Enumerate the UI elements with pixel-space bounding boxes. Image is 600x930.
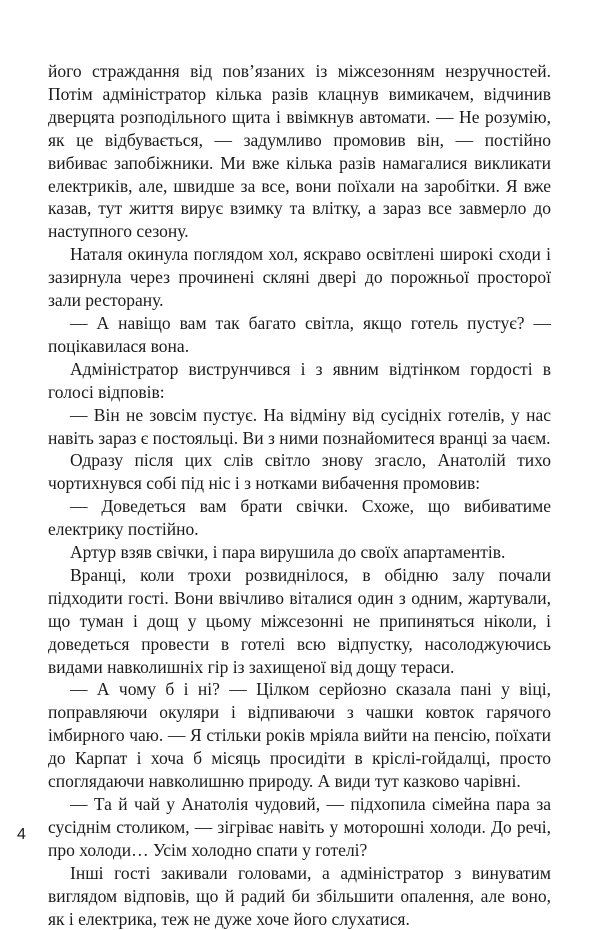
- paragraph: — А чому б і ні? — Цілком серйозно сказала пані у віці, поправляючи окуляри і відпиваючи з чашки ковток гарячого імбирного чаю. — Я стільки років мріяла вийти на пенсію, поїхати до Карпат і хоча б місяць просидіти в кріслі-гойдалці, просто споглядаючи навколишню природу. А види тут казково чарівні.: [48, 679, 551, 792]
- body-text: [48, 60, 551, 930]
- paragraph: Вранці, коли трохи розвиднілося, в обідню залу почали підходити гості. Вони ввічливо віталися один з одним, жартували, що туман і дощ у цьому міжсезонні не припиняться ніколи, і доведеться провести в готелі всю відпустку, насолоджуючись видами навколишніх гір із захищеної від дощу тераси.: [48, 564, 551, 677]
- paragraph: — Доведеться вам брати свічки. Схоже, що вибиватиме електрику постійно.: [48, 496, 551, 540]
- page-number: 4: [17, 826, 26, 843]
- paragraph: Артур взяв свічки, і пара вирушила до своїх апартаментів.: [70, 542, 506, 563]
- paragraph: його страждання від пов’язаних із міжсезонням незручностей. Потім адміністратор кілька разів клацнув вимикачем, відчинив дверцята розподільного щита і ввімкнув автомати. — Не розумію, як це відбувається, — задумливо промовив він, — постійно вибиває запобіжники. Ми вже кілька разів намагалися викликати електриків, але, швидше за все, вони поїхали на заробітки. Я вже казав, тут життя вирує взимку та влітку, а зараз все завмерло до наступного сезону.: [48, 61, 551, 242]
- paragraph: Наталя окинула поглядом хол, яскраво освітлені широкі сходи і зазирнула через прочинені скляні двері до порожньої просторої зали ресторану.: [48, 244, 551, 311]
- paragraph: Інші гості закивали головами, а адміністратор з винуватим виглядом відповів, що й радий би збільшити опалення, але воно, як і електрика, теж не дуже хоче його слухатися.: [48, 862, 551, 929]
- paragraph: Одразу після цих слів світло знову згасло, Анатолій тихо чортихнувся собі під ніс і з нотками вибачення промовив:: [48, 450, 551, 494]
- paragraph: — Він не зовсім пустує. На відміну від сусідніх готелів, у нас навіть зараз є постояльці. Ви з ними познайомитеся вранці за чаєм.: [48, 404, 551, 448]
- paragraph: — А навіщо вам так багато світла, якщо готель пустує? — поцікавилася вона.: [48, 312, 551, 356]
- paragraph: — Та й чай у Анатолія чудовий, — підхопила сімейна пара за сусіднім столиком, — зігріває навіть у моторошні холоди. До речі, про холоди… Усім холодно спати у готелі?: [48, 794, 551, 860]
- paragraph: Адміністратор виструнчився і з явним відтінком гордості в голосі відповів:: [48, 358, 551, 402]
